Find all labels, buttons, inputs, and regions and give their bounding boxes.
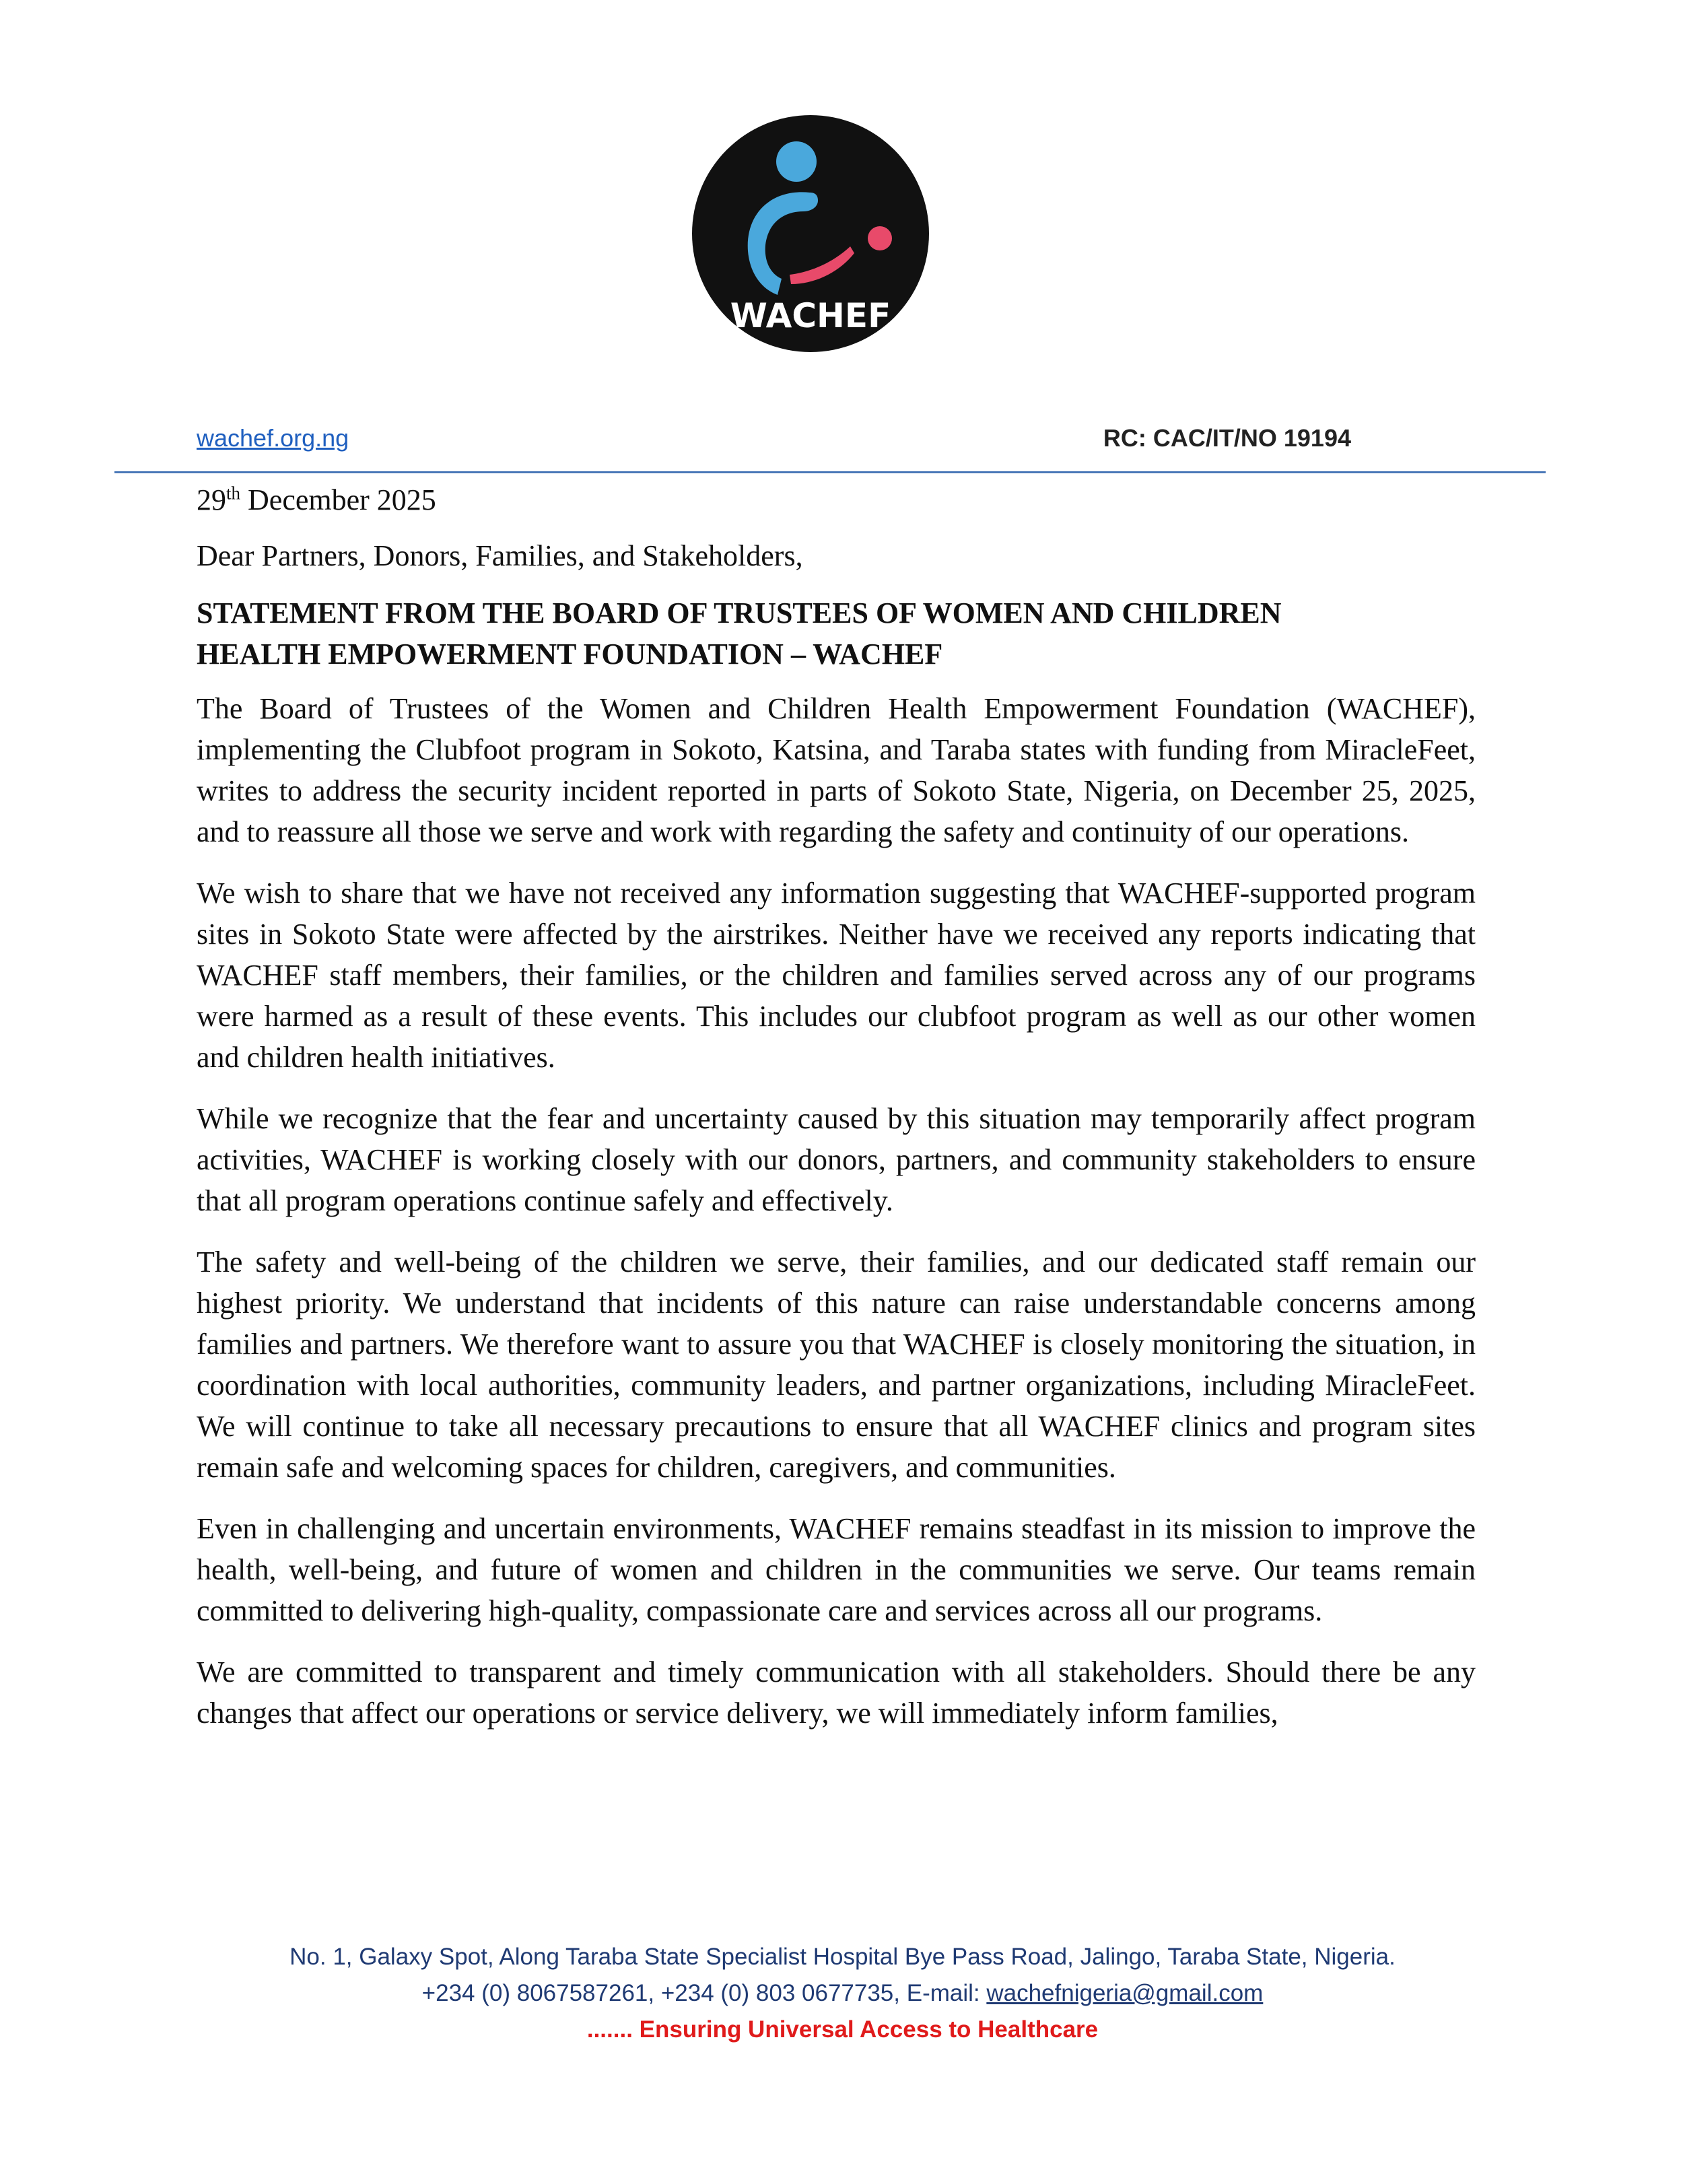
date-month-year: December 2025 [240, 483, 436, 516]
paragraph-5: Even in challenging and uncertain environments, WACHEF remains steadfast in its mission to improve the health, well-being, and future of women and children in the communities we serve. Our teams remain committed to delivering high-quality, compassionate care and services across all our programs. [197, 1512, 1476, 1627]
header-divider [114, 471, 1546, 473]
wachef-logo [690, 113, 931, 354]
paragraph-3: While we recognize that the fear and uncertainty caused by this situation may temporarily affect program activities, WACHEF is working closely with our donors, partners, and community stakeholders to ensure that all program operations continue safely and effectively. [197, 1102, 1476, 1217]
footer-contact [0, 1975, 1685, 2012]
logo-dot-shape [868, 226, 892, 250]
website-link[interactable]: wachef.org.ng [197, 424, 349, 452]
letter-date [197, 479, 1476, 520]
date-day: 29 [197, 483, 226, 516]
rc-number: RC: CAC/IT/NO 19194 [1103, 424, 1351, 452]
statement-title [197, 592, 1462, 675]
logo-head-shape [776, 141, 817, 182]
paragraph-1: The Board of Trustees of the Women and Children Health Empowerment Foundation (WACHEF), implementing the Clubfoot program in Sokoto, Katsina, and Taraba states with funding from MiracleFeet, writes to address the security incident reported in parts of Sokoto State, Nigeria, on December 25, 2025, and to reassure all those we serve and work with regarding the safety and continuity of our operations. [197, 692, 1476, 848]
footer-phones: +234 (0) 8067587261, +234 (0) 803 0677735, E-mail: [421, 1980, 987, 2006]
paragraph-4: The safety and well-being of the children we serve, their families, and our dedicated staff remain our highest priority. We understand that incidents of this nature can raise understandable concerns among families and partners. We therefore want to assure you that WACHEF is closely monitoring the situation, in coordination with local authorities, community leaders, and partner organizations, including MiracleFeet. We will continue to take all necessary precautions to ensure that all WACHEF clinics and program sites remain safe and welcoming spaces for children, caregivers, and communities. [197, 1245, 1476, 1484]
footer-address: No. 1, Galaxy Spot, Along Taraba State Specialist Hospital Bye Pass Road, Jalingo, Taraba State, Nigeria. [289, 1944, 1396, 1970]
letterhead-footer [0, 1939, 1685, 2048]
wachef-logo-graphic [690, 113, 931, 354]
letterhead-meta [197, 419, 1351, 459]
salutation: Dear Partners, Donors, Families, and Stakeholders, [197, 539, 803, 572]
statement-title-line-1: STATEMENT FROM THE BOARD OF TRUSTEES OF WOMEN AND CHILDREN [197, 596, 1282, 629]
letter-body [197, 479, 1476, 1754]
date-suffix: th [226, 483, 241, 504]
logo-text: WACHEF [730, 296, 891, 335]
footer-email-link[interactable]: wachefnigeria@gmail.com [986, 1980, 1264, 2006]
statement-title-line-2: HEALTH EMPOWERMENT FOUNDATION – WACHEF [197, 638, 943, 671]
paragraph-2: We wish to share that we have not received any information suggesting that WACHEF-supported program sites in Sokoto State were affected by the airstrikes. Neither have we received any reports indicating that WACHEF staff members, their families, or the children and families served across any of our programs were harmed as a result of these events. This includes our clubfoot program as well as our other women and children health initiatives. [197, 877, 1476, 1074]
paragraph-6: We are committed to transparent and timely communication with all stakeholders. Should there be any changes that affect our operations or service delivery, we will immediately inform families, [197, 1656, 1476, 1730]
footer-tagline: ....... Ensuring Universal Access to Healthcare [586, 2016, 1099, 2043]
